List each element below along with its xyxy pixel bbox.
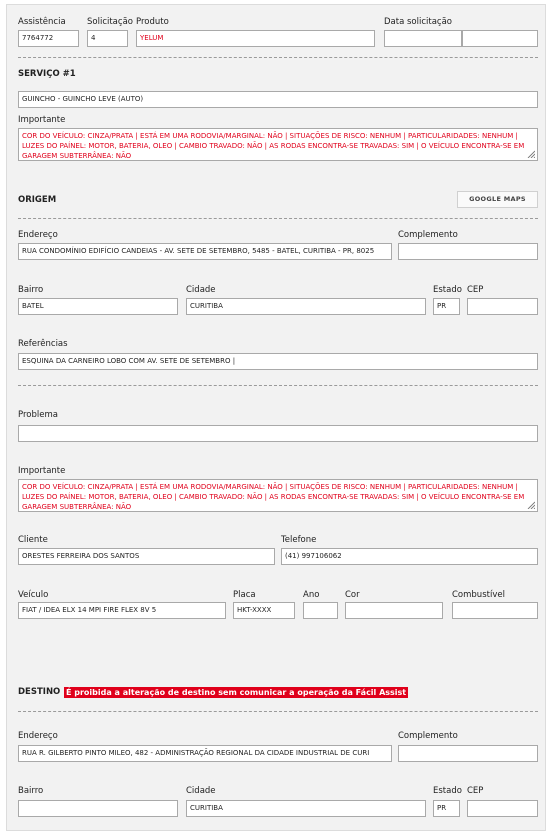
origem-bairro-label: Bairro: [18, 285, 44, 295]
cor-input[interactable]: [345, 602, 443, 619]
divider: [18, 385, 538, 386]
origem-cep-label: CEP: [467, 285, 484, 295]
destino-complemento-label: Complemento: [398, 731, 458, 741]
produto-input[interactable]: YELUM: [136, 30, 375, 47]
problema-importante-textarea[interactable]: [18, 479, 538, 512]
servico-input[interactable]: GUINCHO - GUINCHO LEVE (AUTO): [18, 91, 538, 108]
divider: [18, 711, 538, 712]
origem-estado-input[interactable]: PR: [433, 298, 460, 315]
telefone-input[interactable]: (41) 997106062: [281, 548, 538, 565]
cliente-label: Cliente: [18, 535, 48, 545]
origem-estado-label: Estado: [433, 285, 462, 295]
servico-importante-label: Importante: [18, 115, 66, 125]
origem-title: ORIGEM: [18, 195, 57, 205]
resize-grip-icon[interactable]: [527, 501, 535, 509]
destino-cidade-label: Cidade: [186, 786, 216, 796]
ano-label: Ano: [303, 590, 320, 600]
solicitacao-input[interactable]: 4: [87, 30, 128, 47]
veiculo-input[interactable]: FIAT / IDEA ELX 14 MPI FIRE FLEX 8V 5: [18, 602, 226, 619]
problema-importante-label: Importante: [18, 466, 66, 476]
combustivel-input[interactable]: [452, 602, 538, 619]
problema-importante-text: COR DO VEÍCULO: CINZA/PRATA | ESTÁ EM UMA RODOVIA/MARGINAL: NÃO | SITUAÇÕES DE RISCO: NENHUM | PARTICULARIDADES: NENHUM | LUZES DO PAÍNEL: MOTOR, BATERIA, OLEO | CAMBIO TRAVADO: NÃO | AS RODAS ENCONTRA-SE TRAVADAS: SIM | O VEÍCULO ENCONTRA-SE EM GARAGEM SUBTERRÂNEA: NÃO: [22, 483, 525, 511]
cor-label: Cor: [345, 590, 360, 600]
destino-complemento-input[interactable]: [398, 745, 538, 762]
solicitacao-label: Solicitação: [87, 17, 133, 27]
resize-grip-icon[interactable]: [527, 150, 535, 158]
origem-complemento-input[interactable]: [398, 243, 538, 260]
servico-importante-textarea[interactable]: [18, 128, 538, 161]
problema-input[interactable]: [18, 425, 538, 442]
destino-endereco-label: Endereço: [18, 731, 58, 741]
origem-complemento-label: Complemento: [398, 230, 458, 240]
veiculo-label: Veículo: [18, 590, 49, 600]
servico-importante-text: COR DO VEÍCULO: CINZA/PRATA | ESTÁ EM UMA RODOVIA/MARGINAL: NÃO | SITUAÇÕES DE RISCO: NENHUM | PARTICULARIDADES: NENHUM | LUZES DO PAÍNEL: MOTOR, BATERIA, OLEO | CAMBIO TRAVADO: NÃO | AS RODAS ENCONTRA-SE TRAVADAS: SIM | O VEÍCULO ENCONTRA-SE EM GARAGEM SUBTERRÂNEA: NÃO: [22, 132, 525, 160]
service-form-panel: [6, 4, 546, 831]
destino-bairro-label: Bairro: [18, 786, 44, 796]
origem-cidade-input[interactable]: CURITIBA: [186, 298, 426, 315]
assistencia-label: Assistência: [18, 17, 66, 27]
problema-label: Problema: [18, 410, 58, 420]
divider: [18, 218, 538, 219]
data-solicitacao-label: Data solicitação: [384, 17, 453, 27]
assistencia-input[interactable]: 7764772: [18, 30, 79, 47]
origem-endereco-label: Endereço: [18, 230, 58, 240]
google-maps-button[interactable]: GOOGLE MAPS: [457, 191, 538, 208]
destino-cep-label: CEP: [467, 786, 484, 796]
placa-input[interactable]: HKT-XXXX: [233, 602, 295, 619]
destino-title: DESTINO: [18, 687, 61, 697]
combustivel-label: Combustível: [452, 590, 505, 600]
destino-cidade-input[interactable]: CURITIBA: [186, 800, 426, 817]
placa-label: Placa: [233, 590, 256, 600]
telefone-label: Telefone: [281, 535, 317, 545]
destino-endereco-input[interactable]: RUA R. GILBERTO PINTO MILEO, 482 - ADMINISTRAÇÃO REGIONAL DA CIDADE INDUSTRIAL DE CURI: [18, 745, 392, 762]
ano-input[interactable]: [303, 602, 338, 619]
origem-referencias-input[interactable]: ESQUINA DA CARNEIRO LOBO COM AV. SETE DE SETEMBRO |: [18, 353, 538, 370]
divider: [18, 57, 538, 58]
origem-bairro-input[interactable]: BATEL: [18, 298, 178, 315]
origem-referencias-label: Referências: [18, 339, 68, 349]
servico-title: SERVIÇO #1: [18, 69, 76, 79]
cliente-input[interactable]: ORESTES FERREIRA DOS SANTOS: [18, 548, 275, 565]
destino-estado-input[interactable]: PR: [433, 800, 460, 817]
origem-cep-input[interactable]: [467, 298, 538, 315]
origem-endereco-input[interactable]: RUA CONDOMÍNIO EDIFÍCIO CANDEIAS - AV. SETE DE SETEMBRO, 5485 - BATEL, CURITIBA - PR, 8025: [18, 243, 392, 260]
data-solicitacao-input[interactable]: [384, 30, 462, 47]
destino-estado-label: Estado: [433, 786, 462, 796]
destino-warning-badge: É proibida a alteração de destino sem comunicar a operação da Fácil Assist: [66, 688, 407, 697]
produto-label: Produto: [136, 17, 169, 27]
destino-bairro-input[interactable]: [18, 800, 178, 817]
origem-cidade-label: Cidade: [186, 285, 216, 295]
hora-solicitacao-input[interactable]: [462, 30, 538, 47]
destino-cep-input[interactable]: [467, 800, 538, 817]
